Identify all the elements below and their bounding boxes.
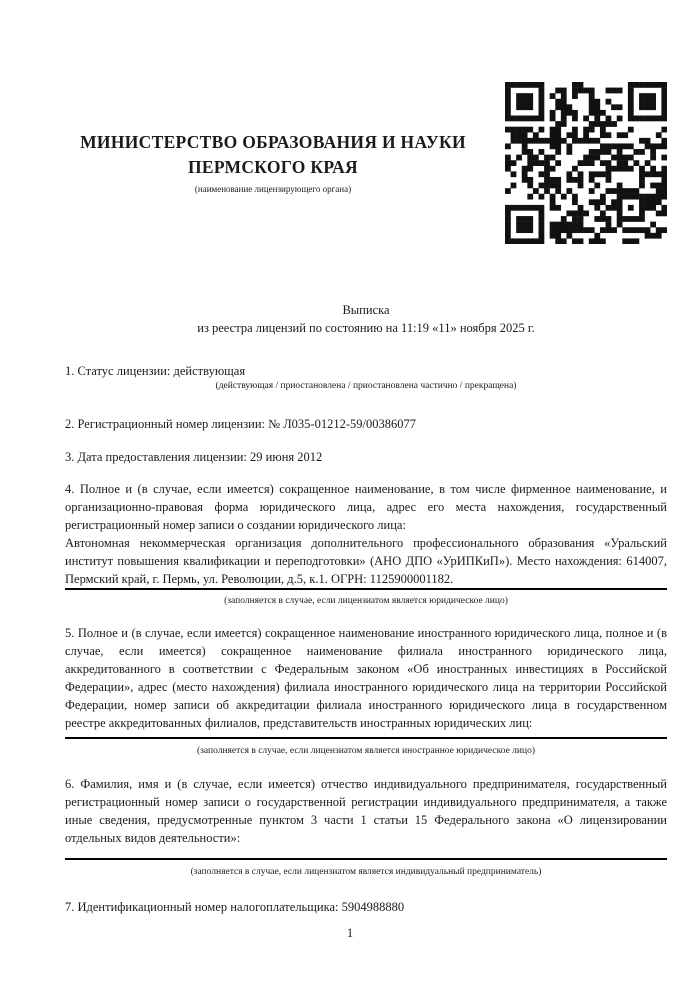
individual-entrepreneur-caption: (заполняется в случае, если лицензиатом является индивидуальный предприниматель) [190,867,542,877]
individual-entrepreneur-rule [65,858,667,860]
license-status-caption: (действующая / приостановлена / приостановлена частично / прекращена) [215,381,517,391]
license-date-text: 3. Дата предоставления лицензии: 29 июня 2012 [65,450,323,464]
field-license-date [65,448,667,466]
document-title [65,301,667,337]
ministry-name-line2: ПЕРМСКОГО КРАЯ [188,157,358,177]
qr-code-icon [505,82,667,244]
field-foreign-entity [65,624,667,757]
document-title-line1: Выписка [342,303,390,317]
field-individual-entrepreneur [65,775,667,878]
ministry-name-line1: МИНИСТЕРСТВО ОБРАЗОВАНИЯ И НАУКИ [80,132,466,152]
license-status-text: 1. Статус лицензии: действующая [65,364,246,378]
document-title-line2: из реестра лицензий по состоянию на 11:19 «11» ноября 2025 г. [197,321,535,335]
document-body [65,362,667,916]
foreign-entity-rule [65,737,667,739]
field-legal-entity [65,480,667,607]
legal-entity-value: Автономная некоммерческая организация дополнительного профессионального образования «Уральский институт повышения квалификации и переподготовки» (АНО ДПО «УрИПКиП»). Место нахождения: 614007, Пермский край, г. Пермь, ул. Революции, д.5, к.1. ОГРН: 1125900001182. [65,536,667,586]
legal-entity-rule [65,588,667,590]
foreign-entity-caption: (заполняется в случае, если лицензиатом является иностранное юридическое лицо) [197,746,535,756]
page-number: 1 [346,926,354,940]
registration-number-text: 2. Регистрационный номер лицензии: № Л035-01212-59/00386077 [65,417,416,431]
field-taxpayer-number [65,898,667,916]
legal-entity-label: 4. Полное и (в случае, если имеется) сокращенное наименование, в том числе фирменное наименование, и организационно-правовая форма юридического лица, адрес его места нахождения, государственный регистрационный номер записи о создании юридического лица: [65,482,667,532]
field-license-status [65,362,667,392]
legal-entity-caption: (заполняется в случае, если лицензиатом является юридическое лицо) [224,596,508,606]
ministry-name-caption: (наименование лицензирующего органа) [194,184,352,194]
foreign-entity-label: 5. Полное и (в случае, если имеется) сокращенное наименование иностранного юридического лица, полное и (в случае, если имеется) сокращенное наименование филиала иностранного юридического лица, аккредитованного в соответствии с Федеральным законом «Об иностранных инвестициях в Российской Федерации», адрес (место нахождения) филиала иностранного юридического лица на территории Российской Федерации, номер записи об аккредитации филиала иностранного юридического лица в государственном реестре аккредитованных филиалов, представительств иностранных юридических лиц: [65,626,667,730]
field-registration-number [65,415,667,433]
individual-entrepreneur-label: 6. Фамилия, имя и (в случае, если имеется) отчество индивидуального предпринимателя, государственный регистрационный номер записи о государственной регистрации индивидуального предпринимателя, а также иные сведения, предусмотренные пунктом 3 части 1 статьи 15 Федерального закона «О лицензировании отдельных видов деятельности»: [65,777,667,845]
licensing-authority-header [65,130,481,195]
taxpayer-number-text: 7. Идентификационный номер налогоплательщика: 5904988880 [65,900,405,914]
